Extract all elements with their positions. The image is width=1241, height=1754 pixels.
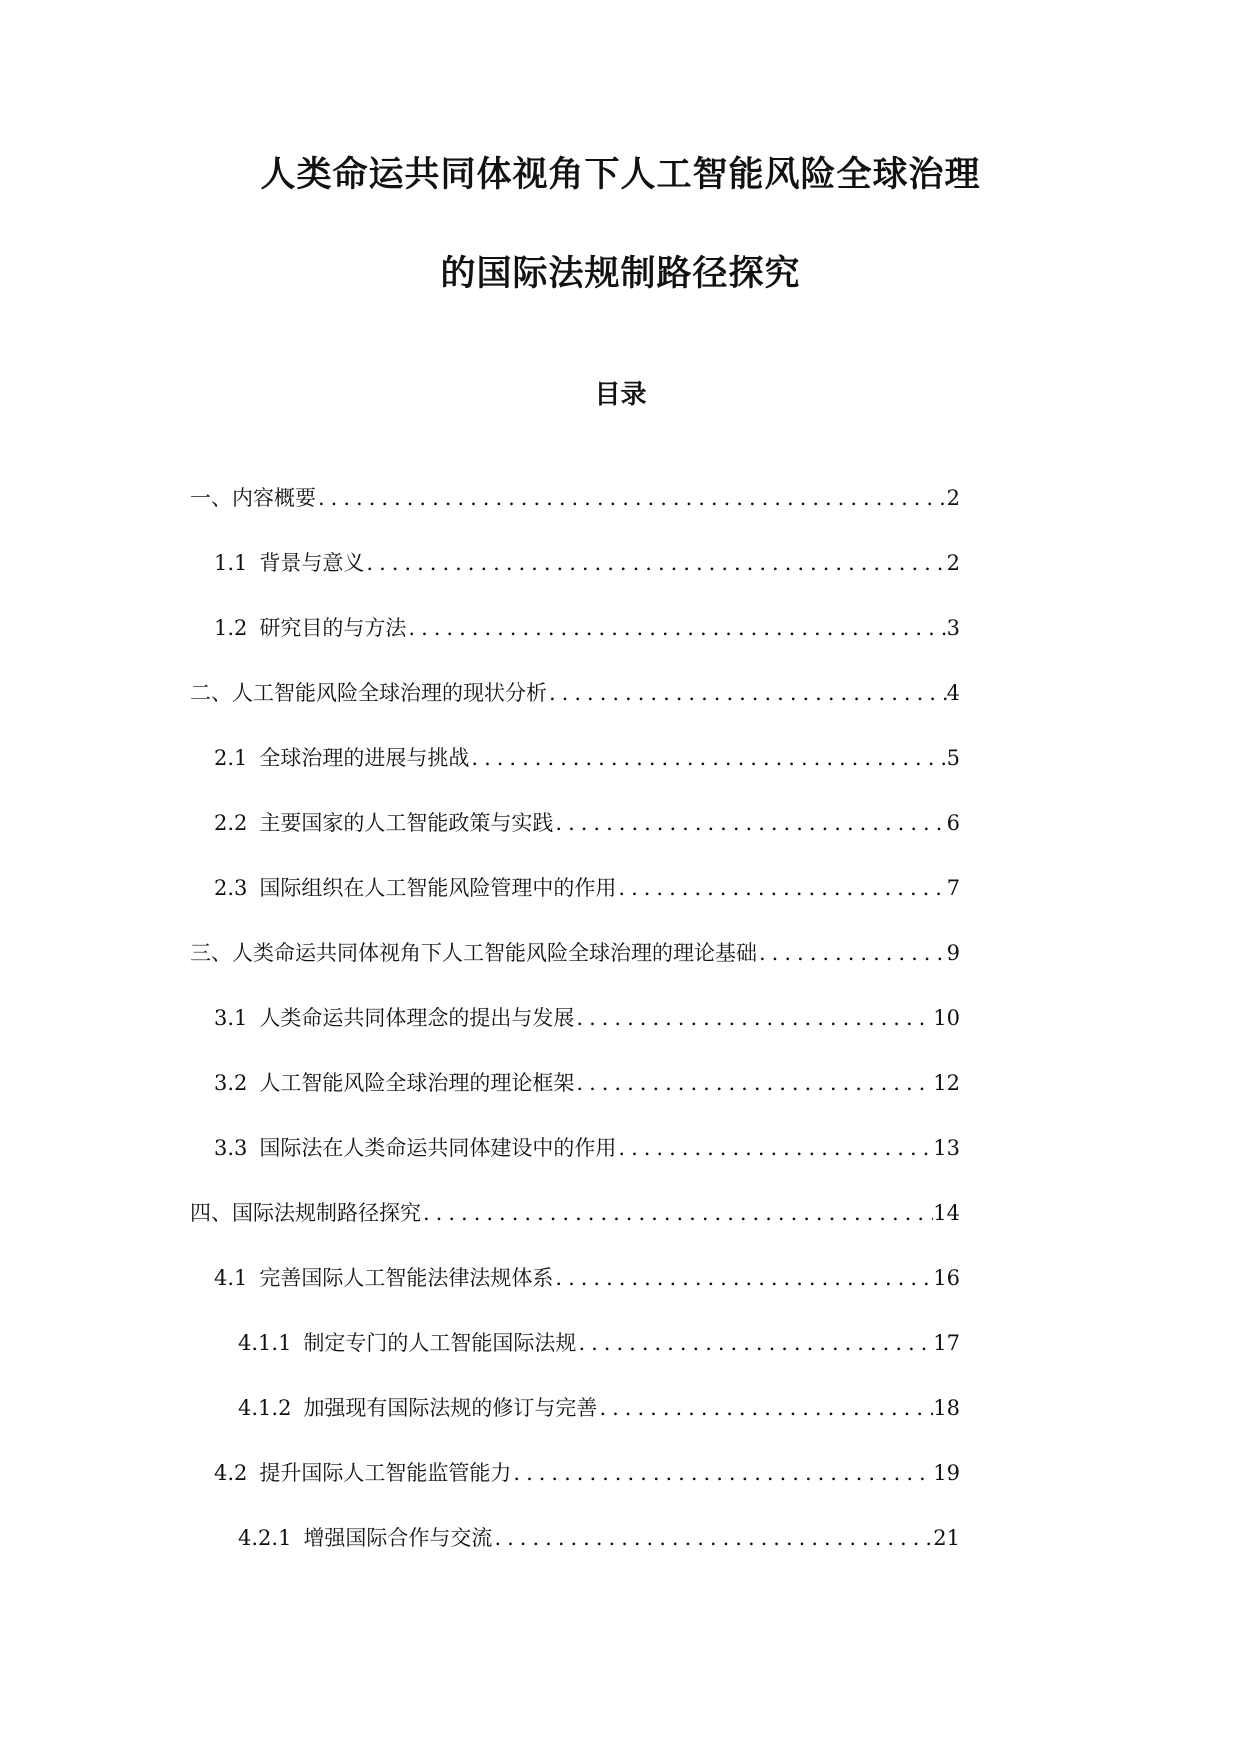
toc-page-number: 12	[933, 1071, 960, 1095]
toc-dot-leader	[553, 808, 946, 838]
toc-dot-leader	[574, 1003, 933, 1033]
toc-entry-title: 全球治理的进展与挑战	[259, 746, 470, 770]
toc-dot-leader	[511, 1458, 933, 1488]
toc-entry-title: 人类命运共同体理念的提出与发展	[259, 1006, 575, 1030]
toc-entry-title: 背景与意义	[259, 551, 365, 575]
toc-page-number: 7	[946, 876, 960, 900]
toc-page-number: 14	[933, 1201, 960, 1225]
toc-entry-title: 内容概要	[232, 486, 316, 510]
toc-dot-leader	[597, 1393, 933, 1423]
toc-entry-number: 2.1	[214, 746, 248, 770]
toc-entry-number: 3.3	[214, 1136, 248, 1160]
toc-entry[interactable]	[190, 678, 960, 743]
toc-entry-number: 一、	[190, 486, 232, 510]
toc-entry-title: 国际组织在人工智能风险管理中的作用	[259, 876, 617, 900]
toc-entry-title: 国际法规制路径探究	[232, 1201, 421, 1225]
toc-entry-number: 3.1	[214, 1006, 248, 1030]
toc-entry-number: 二、	[190, 681, 232, 705]
toc-entry-title: 人工智能风险全球治理的现状分析	[232, 681, 547, 705]
toc-entry-number: 4.1.2	[238, 1396, 292, 1420]
toc-entry[interactable]	[190, 808, 960, 873]
toc-entry-title: 提升国际人工智能监管能力	[259, 1461, 512, 1485]
toc-page-number: 2	[946, 486, 960, 510]
toc-entry-number: 2.3	[214, 876, 248, 900]
toc-dot-leader	[421, 1198, 933, 1228]
toc-page-number: 2	[946, 551, 960, 575]
toc-entry-number: 4.1.1	[238, 1331, 292, 1355]
toc-entry-number: 4.2.1	[238, 1526, 292, 1550]
toc-dot-leader	[406, 613, 946, 643]
toc-entry-number: 1.1	[214, 551, 248, 575]
toc-heading: 目录	[594, 380, 647, 410]
toc-entry-title: 加强现有国际法规的修订与完善	[303, 1396, 598, 1420]
toc-page-number: 9	[946, 941, 960, 965]
toc-entry[interactable]	[190, 483, 960, 548]
toc-entry-number: 1.2	[214, 616, 248, 640]
toc-dot-leader	[553, 1263, 933, 1293]
toc-entry[interactable]	[190, 548, 960, 613]
toc-entry-title: 主要国家的人工智能政策与实践	[259, 811, 554, 835]
toc-dot-leader	[757, 938, 947, 968]
toc-dot-leader	[469, 743, 946, 773]
toc-dot-leader	[616, 873, 946, 903]
toc-page-number: 10	[933, 1006, 960, 1030]
toc-page-number: 16	[933, 1266, 960, 1290]
toc-page-number: 3	[946, 616, 960, 640]
toc-dot-leader	[576, 1328, 933, 1358]
toc-entry[interactable]	[190, 743, 960, 808]
toc-page-number: 13	[933, 1136, 960, 1160]
toc-entry-title: 研究目的与方法	[259, 616, 407, 640]
toc-page-number: 21	[933, 1526, 960, 1550]
document-title-line-1: 人类命运共同体视角下人工智能风险全球治理	[260, 155, 981, 195]
toc-page-number: 5	[946, 746, 960, 770]
toc-dot-leader	[316, 483, 947, 513]
toc-dot-leader	[547, 678, 947, 708]
toc-dot-leader	[492, 1523, 933, 1553]
toc-entry-number: 4.1	[214, 1266, 248, 1290]
document-title-line-2: 的国际法规制路径探究	[440, 254, 801, 294]
toc-entry-title: 人工智能风险全球治理的理论框架	[259, 1071, 575, 1095]
toc-entry-title: 增强国际合作与交流	[303, 1526, 493, 1550]
toc-dot-leader	[574, 1068, 933, 1098]
toc-dot-leader	[616, 1133, 933, 1163]
toc-entry[interactable]	[190, 1198, 960, 1263]
toc-entry-number: 4.2	[214, 1461, 248, 1485]
toc-entry-number: 2.2	[214, 811, 248, 835]
toc-entry[interactable]	[190, 613, 960, 678]
toc-dot-leader	[364, 548, 946, 578]
toc-entry-number: 三、	[190, 941, 232, 965]
toc-entry-title: 人类命运共同体视角下人工智能风险全球治理的理论基础	[232, 941, 757, 965]
toc-entry[interactable]	[190, 1328, 960, 1393]
toc-entry-title: 国际法在人类命运共同体建设中的作用	[259, 1136, 617, 1160]
toc-entry-number: 四、	[190, 1201, 232, 1225]
toc-entry-number: 3.2	[214, 1071, 248, 1095]
toc-entry-title: 制定专门的人工智能国际法规	[303, 1331, 577, 1355]
toc-entry[interactable]	[190, 938, 960, 1003]
toc-page-number: 17	[933, 1331, 960, 1355]
toc-page-number: 4	[946, 681, 960, 705]
toc-entry[interactable]	[190, 1263, 960, 1328]
toc-entry[interactable]	[190, 1133, 960, 1198]
toc-entry[interactable]	[190, 873, 960, 938]
toc-page-number: 19	[933, 1461, 960, 1485]
toc-entry[interactable]	[190, 1068, 960, 1133]
toc-entry-title: 完善国际人工智能法律法规体系	[259, 1266, 554, 1290]
toc-entry[interactable]	[190, 1003, 960, 1068]
toc-entry[interactable]	[190, 1458, 960, 1523]
toc-entry[interactable]	[190, 1393, 960, 1458]
toc-entry[interactable]	[190, 1523, 960, 1588]
toc-page-number: 18	[933, 1396, 960, 1420]
table-of-contents	[190, 483, 960, 1588]
toc-page-number: 6	[946, 811, 960, 835]
